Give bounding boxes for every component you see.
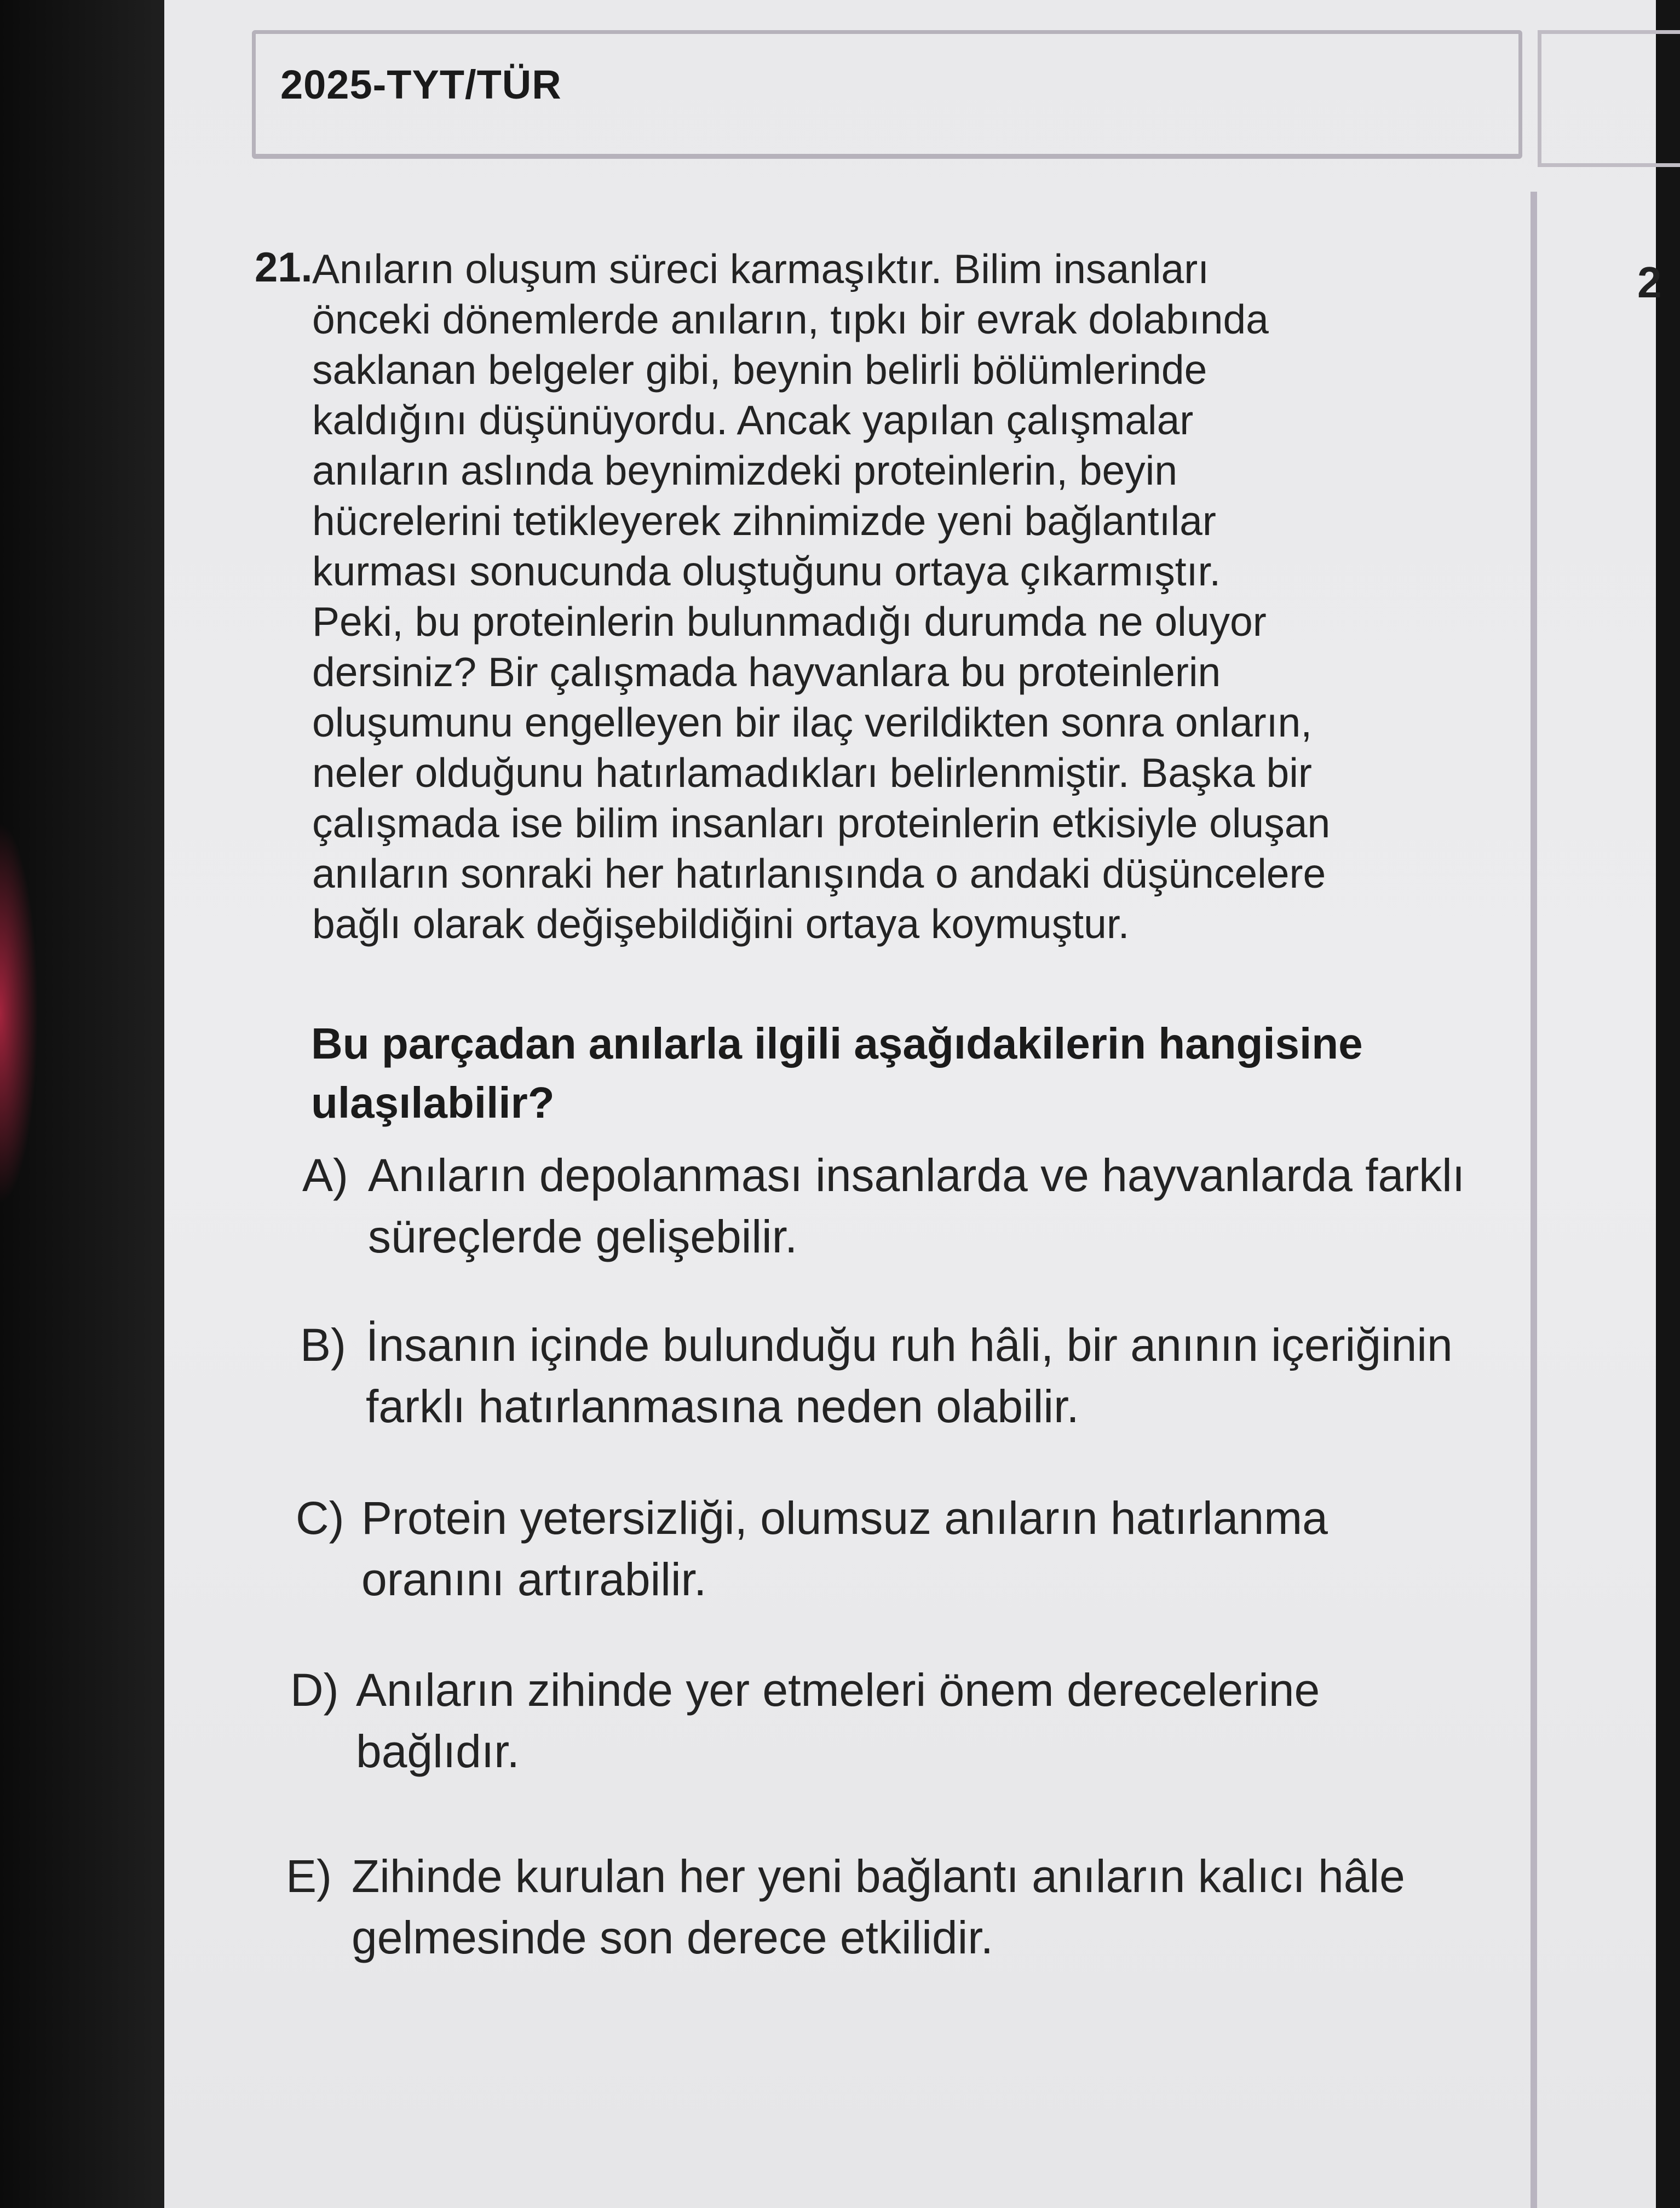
question-number: 21. [255,244,313,291]
passage-line: anıların aslında beynimizdeki proteinlerin, beyin [312,447,1178,493]
option-text-line: oranını artırabilir. [361,1554,707,1605]
option-b[interactable] [300,1314,1560,1437]
question-prompt [311,1014,1516,1132]
passage-line: hücrelerini tetikleyerek zihnimizde yeni bağlantılar [312,498,1216,544]
adjacent-page-header-box [1538,30,1680,167]
exam-code: 2025-TYT/TÜR [280,62,562,107]
option-text-line: Anıların zihinde yer etmeleri önem derecelerine [356,1664,1320,1716]
option-text-line: İnsanın içinde bulunduğu ruh hâli, bir anının içeriğinin [366,1319,1453,1371]
adjacent-page-number: 2 [1637,258,1662,307]
question-passage [312,244,1533,949]
passage-line: Anıların oluşum süreci karmaşıktır. Bilim insanları [312,246,1210,292]
passage-line: önceki dönemlerde anıların, tıpkı bir evrak dolabında [312,296,1269,342]
prompt-line: Bu parçadan anılarla ilgili aşağıdakilerin hangisine [311,1019,1363,1068]
passage-line: Peki, bu proteinlerin bulunmadığı durumda ne oluyor [312,599,1267,645]
option-text-line: Anıların depolanması insanlarda ve hayvanlarda farklı [368,1149,1465,1201]
option-letter: A) [302,1149,348,1201]
option-letter: E) [286,1850,332,1902]
passage-line: kurması sonucunda oluştuğunu ortaya çıkarmıştır. [312,548,1221,594]
passage-line: saklanan belgeler gibi, beynin belirli bölümlerinde [312,347,1207,393]
option-letter: C) [296,1492,344,1544]
option-e[interactable] [286,1845,1545,1968]
passage-line: dersiniz? Bir çalışmada hayvanlara bu proteinlerin [312,649,1221,695]
option-a[interactable] [302,1145,1562,1267]
option-text-line: Zihinde kurulan her yeni bağlantı anıların kalıcı hâle [352,1850,1405,1902]
option-text-line: bağlıdır. [356,1726,520,1777]
passage-line: bağlı olarak değişebildiğini ortaya koymuştur. [312,901,1130,947]
passage-line: anıların sonraki her hatırlanışında o andaki düşüncelere [312,850,1326,896]
passage-line: kaldığını düşünüyordu. Ancak yapılan çalışmalar [312,397,1194,443]
passage-line: çalışmada ise bilim insanları proteinlerin etkisiyle oluşan [312,800,1331,846]
option-letter: D) [290,1664,339,1716]
option-c[interactable] [296,1487,1555,1610]
option-letter: B) [300,1319,346,1371]
option-text-line: süreçlerde gelişebilir. [368,1211,798,1262]
option-text-line: gelmesinde son derece etkilidir. [352,1912,993,1963]
prompt-line: ulaşılabilir? [311,1078,555,1127]
exam-page [164,0,1662,2208]
screen-reflection [0,821,38,1205]
passage-line: oluşumunu engelleyen bir ilaç verildikten sonra onların, [312,699,1313,745]
passage-line: neler olduğunu hatırlamadıkları belirlenmiştir. Başka bir [312,750,1312,796]
option-text-line: farklı hatırlanmasına neden olabilir. [366,1381,1079,1432]
option-text-line: Protein yetersizliği, olumsuz anıların hatırlanma [361,1492,1328,1544]
option-d[interactable] [290,1659,1550,1782]
